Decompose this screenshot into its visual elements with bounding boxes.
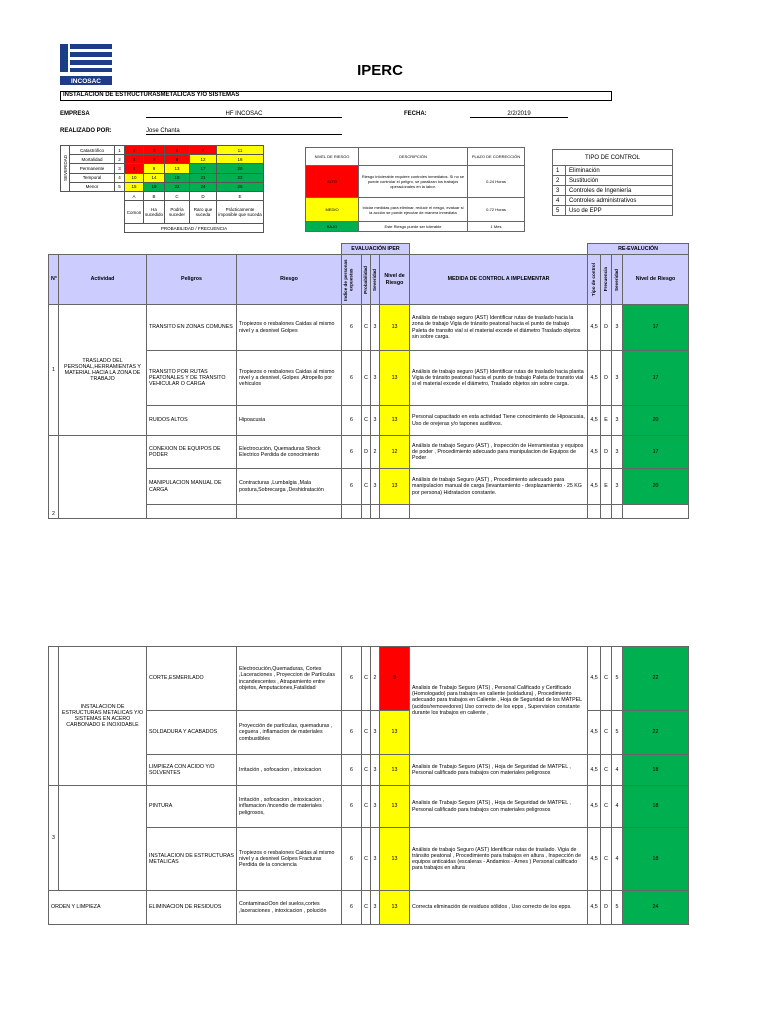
fecha-label: FECHA: [404,111,427,117]
table-row: RUIDOS ALTOS Hipoacusia 6 C 3 13 Personal capacitado en esta actividad Tiene conocimiento de Hipoacusia, Uso de orejeras y/o tapones auditivos. 4,5 E 3 20 [49,406,689,436]
realizado-label: REALIZADO POR: [60,128,112,134]
probability-label: PROBABILIDAD / FRECUENCIA [125,224,264,233]
logo-text: INCOSAC [71,78,101,85]
control-types: TIPO DE CONTROL 1 Eliminación 2 Sustitución 3 Controles de Ingeniería 4 Controles administrativos 5 Uso de EPP [552,149,673,216]
risk-matrix: SEVERIDAD Catastrófico 1 1 2 4 7 11 Mortalidad 2 3 5 8 12 16 Permanente 3 6 9 13 17 20 Temporal 4 10 14 18 21 23 Menor 5 15 19 22 24 25 A B C D E Comon Ha sucedido Podría suceder Raro que suceda Prácticamente imposible que suceda PROBABILIDAD / FRECUENCIA [60,145,264,233]
iperc-table: EVALUACIÓN IPER RE-EVALUCIÓN N° Actividad Peligros Riesgo Indice de personas expuestas Probabilidad Severidad Nivel de Riesgo MEDIDA DE CONTROL A IMPLEMENTAR Tipo de control Frecuencia Severidad Nivel de Riesgo 1 TRASLADO DEL PERSONAL,HERRAMIENTAS Y MATERIAL HACIA LA ZONA DE TRABAJO TRANSITO EN ZONAS COMUNES Tropiezos o resbalones Caidas al mismo nivel y a desnivel Golpes 6 C 3 13 Análisis de trabajo seguro (AST) Identificar rutas de traslado hacia la zona de trabajo Vigia de tránsito peatonal hacia el punto de trabajo Paleta de transito vial si el material excede el diámetro Traslado objetos sin sobre carga. 4,5 D 3 17 TRANSITO POR RUTAS PEATONALES Y DE TRANSITO VEHICULAR O CARGA Tropiezos o resbalones Caidas al mismo nivel y a desnivel, Golpes ,Atropello por vehiculos 6 C 3 13 Análisis de trabajo seguro (AST) Identificar rutas de traslado hacia planta Vigia de tránsito peatonal hacia el punto de trabajo Paleta de transito vial si el material excede el diámetro, Traslado objetos sin sobre carga. 4,5 D 3 17 RUIDOS ALTOS Hipoacusia 6 C 3 13 Personal capacitado en esta actividad Tiene conocimiento de Hipoacusia, Uso de orejeras y/o tapones auditivos. 4,5 E 3 20 2 CONEXION DE EQUIPOS DE PODER Electrocución, Quemaduras Shock Electrico Perdida de conocimiento 6 D 2 12 Análisis de trabajo Seguro (AST) , Inspección de Herramiestas y equipos de poder , Procedimiento adecuado para manipulacion de Equipos de Poder 4,5 D 3 17 MANIPULACION MANUAL DE CARGA Contracturas ,Lumbalgia ,Mala postura,Sobrecarga ,Deshidratación 6 C 3 13 Análisis de trabajo Seguro (AST) , Procedimiento adecuado para manipulacion manual de carga (levantamiento - desplazamiento - 25 KG por persona) Hidratacion constante. 4,5 E 3 20 [48,243,689,519]
risk-level-legend: NIVEL DE RIESGO DESCRIPCIÓN PLAZO DE CORRECCIÓN ALTO Riesgo intolerable requiere controles inmediatos. Si no se puede controlar el peligro, se paralizan los trabajos operacionales en la labor. 0-24 Horas MEDIO Iniciar medidas para eliminar, reducir el riesgo, evaluar si la acción se puede ejecutar de manera inmediata 0-72 Horas BAJO Este Riesgo puede ser tolerable 1 Mes [305,147,525,232]
table-row: MANIPULACION MANUAL DE CARGA Contracturas ,Lumbalgia ,Mala postura,Sobrecarga ,Deshidratación 6 C 3 13 Análisis de trabajo Seguro (AST) , Procedimiento adecuado para manipulacion manual de carga (levantamiento - desplazamiento - 25 KG por persona) Hidratacion constante. 4,5 E 3 20 [49,469,689,505]
table-row: TRANSITO POR RUTAS PEATONALES Y DE TRANSITO VEHICULAR O CARGA Tropiezos o resbalones Caidas al mismo nivel y a desnivel, Golpes ,Atropello por vehiculos 6 C 3 13 Análisis de trabajo seguro (AST) Identificar rutas de traslado hacia planta Vigia de tránsito peatonal hacia el punto de trabajo Paleta de transito vial si el material excede el diámetro, Traslado objetos sin sobre carga. 4,5 D 3 17 [49,351,689,406]
eval-header: EVALUACIÓN IPER [342,244,410,255]
iperc-table-continued [48,646,689,925]
reeval-header: RE-EVALUCIÓN [588,244,689,255]
incosac-logo [56,38,116,92]
fecha-value: 2/2/2019 [470,111,568,118]
table-row: LIMPIEZA CON ACIDO Y/O SOLVENTES Irritación , sofocacion , intoxicacion 6 C 3 13 Analisis de Trabajo Seguro (ATS) , Hoja de Seguridad de MATPEL , Personal calificado para trabajos con materiales peligrosos 4,5 C 4 18 [49,755,689,786]
table-row: SOLDADURA Y ACABADOS Proyección de partículas, quemaduras , ceguera , inflamacion de materiales combustibles 6 C 3 13 4,5 C 5 22 [49,711,689,755]
table-row: INSTALACION DE ESTRUCTURAS METALICAS Tropiezos o resbalones Caidas al mismo nivel y a desnivel Golpes Fracturas Perdida de la conciencia 6 C 3 13 Análisis de trabajo Seguro (AST) Identificar rutas de traslado. Vigia de tránsito peatonal , Procedimiento para trabajos en altura , Inspección de equipos anticaidas (escaleras - Andamios - Arnes ) Personal calificado para trabajos en altura 4,5 C 4 18 [49,828,689,891]
page-title: IPERC [357,62,403,79]
table-row: INSTALACION DE ESTRUCTURAS METALICAS Y/O SISTEMAS EN ACERO CARBONADO E INOXIDABLE CORTE,ESMERILADO Electrocución,Quemaduras, Cortes ,Laceraciones , Proyeccion de Partículas incandescentes , Atrapamiento entre objetos, Amputaciones,Fatalidad 6 C 2 8 Analisis de Trabajo Seguro (ATS) , Personal Calificado y Certificado (Homologado) para trabajos en caliente (soldadura) , Procedimiento adecuado para trabajos en Caliente , Hoja de Seguridad de los MATPEL (acidos/removedores) Uso correcto de los epps , Supervision constante durante los trabajos en caliente , 4,5 C 5 22 [49,647,689,711]
table-row: 1 TRASLADO DEL PERSONAL,HERRAMIENTAS Y MATERIAL HACIA LA ZONA DE TRABAJO TRANSITO EN ZONAS COMUNES Tropiezos o resbalones Caidas al mismo nivel y a desnivel Golpes 6 C 3 13 Análisis de trabajo seguro (AST) Identificar rutas de traslado hacia la zona de trabajo Vigia de tránsito peatonal hacia el punto de trabajo Paleta de transito vial si el material excede el diámetro Traslado objetos sin sobre carga. 4,5 D 3 17 [49,305,689,351]
table-row: 2 CONEXION DE EQUIPOS DE PODER Electrocución, Quemaduras Shock Electrico Perdida de conocimiento 6 D 2 12 Análisis de trabajo Seguro (AST) , Inspección de Herramiestas y equipos de poder , Procedimiento adecuado para manipulacion de Equipos de Poder 4,5 D 3 17 [49,436,689,469]
empresa-label: EMPRESA [60,111,90,117]
project-title: INSTALACION DE ESTRUCTURASMETALICAS Y/O SISTEMAS [60,91,612,101]
activity-cell: INSTALACION DE ESTRUCTURAS METALICAS Y/O SISTEMAS EN ACERO CARBONADO E INOXIDABLE [59,647,147,786]
severity-label: SEVERIDAD [62,155,68,182]
empresa-value: HF INCOSAC [146,111,342,118]
activity-cell: TRASLADO DEL PERSONAL,HERRAMIENTAS Y MATERIAL HACIA LA ZONA DE TRABAJO [59,305,147,436]
table-row: ORDEN Y LIMPIEZA ELIMINACION DE RESIDUOS ContaminaciOon del suelos,cortes ,laceraciones , intoxicacion , polución 6 C 3 13 Correcta eliminación de residuos sólidos , Uso correcto de los epps. 4,5 D 5 24 [49,891,689,925]
activity-cell: ORDEN Y LIMPIEZA [49,891,147,925]
realizado-value: Jose Chanta [146,128,342,135]
table-row: 3 PINTURA Irritación , sofocacion , intoxicacion , inflamacion /incendio de materiales peligrosos, 6 C 3 13 Analisis de Trabajo Seguro (ATS) , Hoja de Seguridad de MATPEL , Personal calificado para trabajos con materiales peligrosos 4,5 C 4 18 [49,786,689,828]
